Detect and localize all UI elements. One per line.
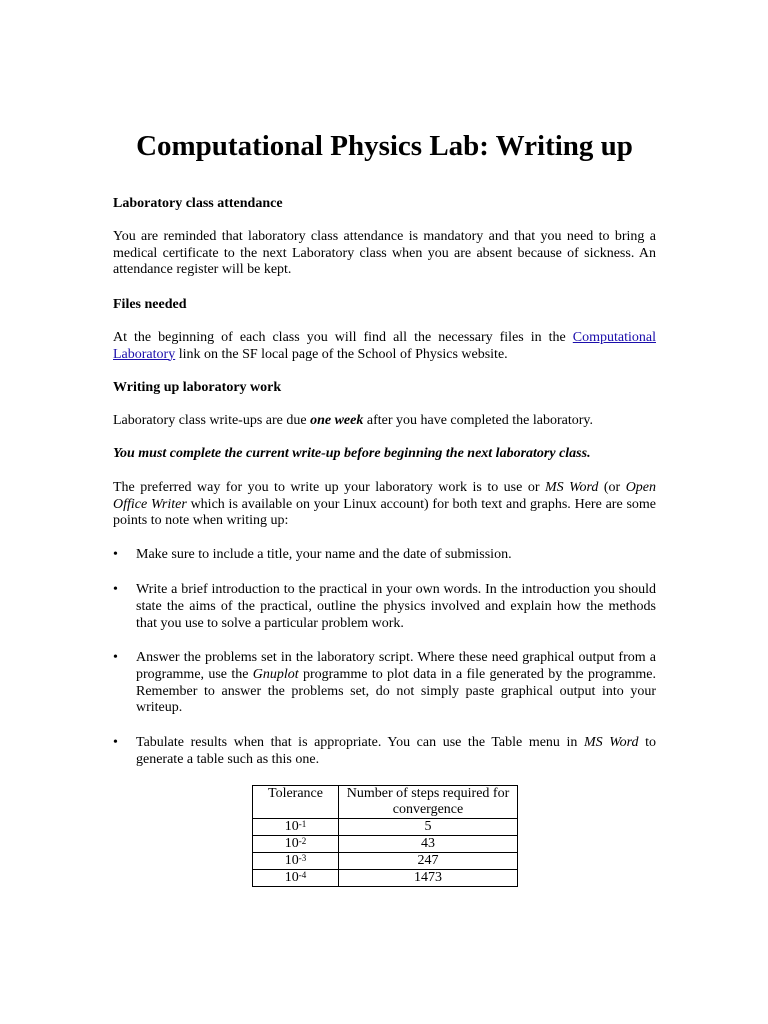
due-emphasis: one week xyxy=(310,413,364,428)
tabulate-text-1: Tabulate results when that is appropriate. You can use the Table menu in xyxy=(136,735,584,750)
bullet-icon: • xyxy=(113,547,118,562)
bullet-icon: • xyxy=(113,582,118,597)
bullet-text: Make sure to include a title, your name and the date of submission. xyxy=(136,547,512,562)
files-paragraph xyxy=(113,330,656,363)
attendance-heading: Laboratory class attendance xyxy=(113,196,283,211)
tabulate-text-2: to generate a table such as this one. xyxy=(136,735,656,767)
preferred-text-2: (or xyxy=(598,480,626,495)
page-title: Computational Physics Lab: Writing up xyxy=(136,130,633,162)
msword-name: MS Word xyxy=(544,480,599,495)
table-row xyxy=(253,853,518,870)
preferred-paragraph xyxy=(113,480,656,530)
bullet-icon: • xyxy=(113,650,118,665)
table-row xyxy=(253,819,518,836)
due-text-after: after you have completed the laboratory. xyxy=(363,413,593,428)
steps-cell: 1473 xyxy=(339,870,518,887)
problems-text-2: programme to plot data in a file generated by the programme. Remember to answer the problems set, do not simply paste graphical output into your writeup. xyxy=(136,666,656,716)
files-text-after: link on the SF local page of the School of Physics website. xyxy=(175,346,508,362)
files-text-before: At the beginning of each class you will find all the necessary files in the xyxy=(113,330,573,345)
due-text-before: Laboratory class write-ups are due xyxy=(113,413,311,428)
writing-heading: Writing up laboratory work xyxy=(113,380,282,395)
header-steps: Number of steps required for convergence xyxy=(339,786,518,819)
tolerance-cell: $10^{-2}$ xyxy=(253,836,339,853)
preferred-text-3: which is available on your Linux account) for both text and graphs. Here are some points to note when writing up: xyxy=(113,496,656,529)
tolerance-cell: $10^{-3}$ xyxy=(253,853,339,870)
bullet-text: Write a brief introduction to the practical in your own words. In the introduction you should state the aims of the practical, outline the physics involved and explain how the methods that you use to solve a particular problem work. xyxy=(136,582,656,631)
table-row xyxy=(253,836,518,853)
gnuplot-name: Gnuplot xyxy=(252,666,299,682)
preferred-text-1: The preferred way for you to write up your laboratory work is to use or xyxy=(113,480,545,495)
bullet-text xyxy=(136,650,656,717)
table-row xyxy=(253,870,518,887)
due-paragraph xyxy=(113,413,656,430)
tolerance-cell: $10^{-1}$ xyxy=(253,819,339,836)
warning-paragraph: You must complete the current write-up before beginning the next laboratory class. xyxy=(113,446,591,461)
steps-cell: 247 xyxy=(339,853,518,870)
header-tolerance: Tolerance xyxy=(253,786,339,819)
bullet-text xyxy=(136,735,656,769)
steps-cell: 5 xyxy=(339,819,518,836)
steps-cell: 43 xyxy=(339,836,518,853)
table-header-row xyxy=(253,786,518,819)
tolerance-cell: $10^{-4}$ xyxy=(253,870,339,887)
attendance-paragraph: You are reminded that laboratory class attendance is mandatory and that you need to bring a medical certificate to the next Laboratory class when you are absent because of sickness. An attendance register will be kept. xyxy=(113,229,656,278)
problems-text-1: Answer the problems set in the laboratory script. Where these need graphical output from a programme, use the xyxy=(136,650,656,682)
msword-name: MS Word xyxy=(583,735,639,750)
bullet-icon: • xyxy=(113,735,118,750)
computational-laboratory-link[interactable]: Computational Laboratory xyxy=(113,330,656,362)
files-heading: Files needed xyxy=(113,297,187,312)
open-office-name: Open Office Writer xyxy=(113,480,657,512)
convergence-table xyxy=(252,785,518,887)
